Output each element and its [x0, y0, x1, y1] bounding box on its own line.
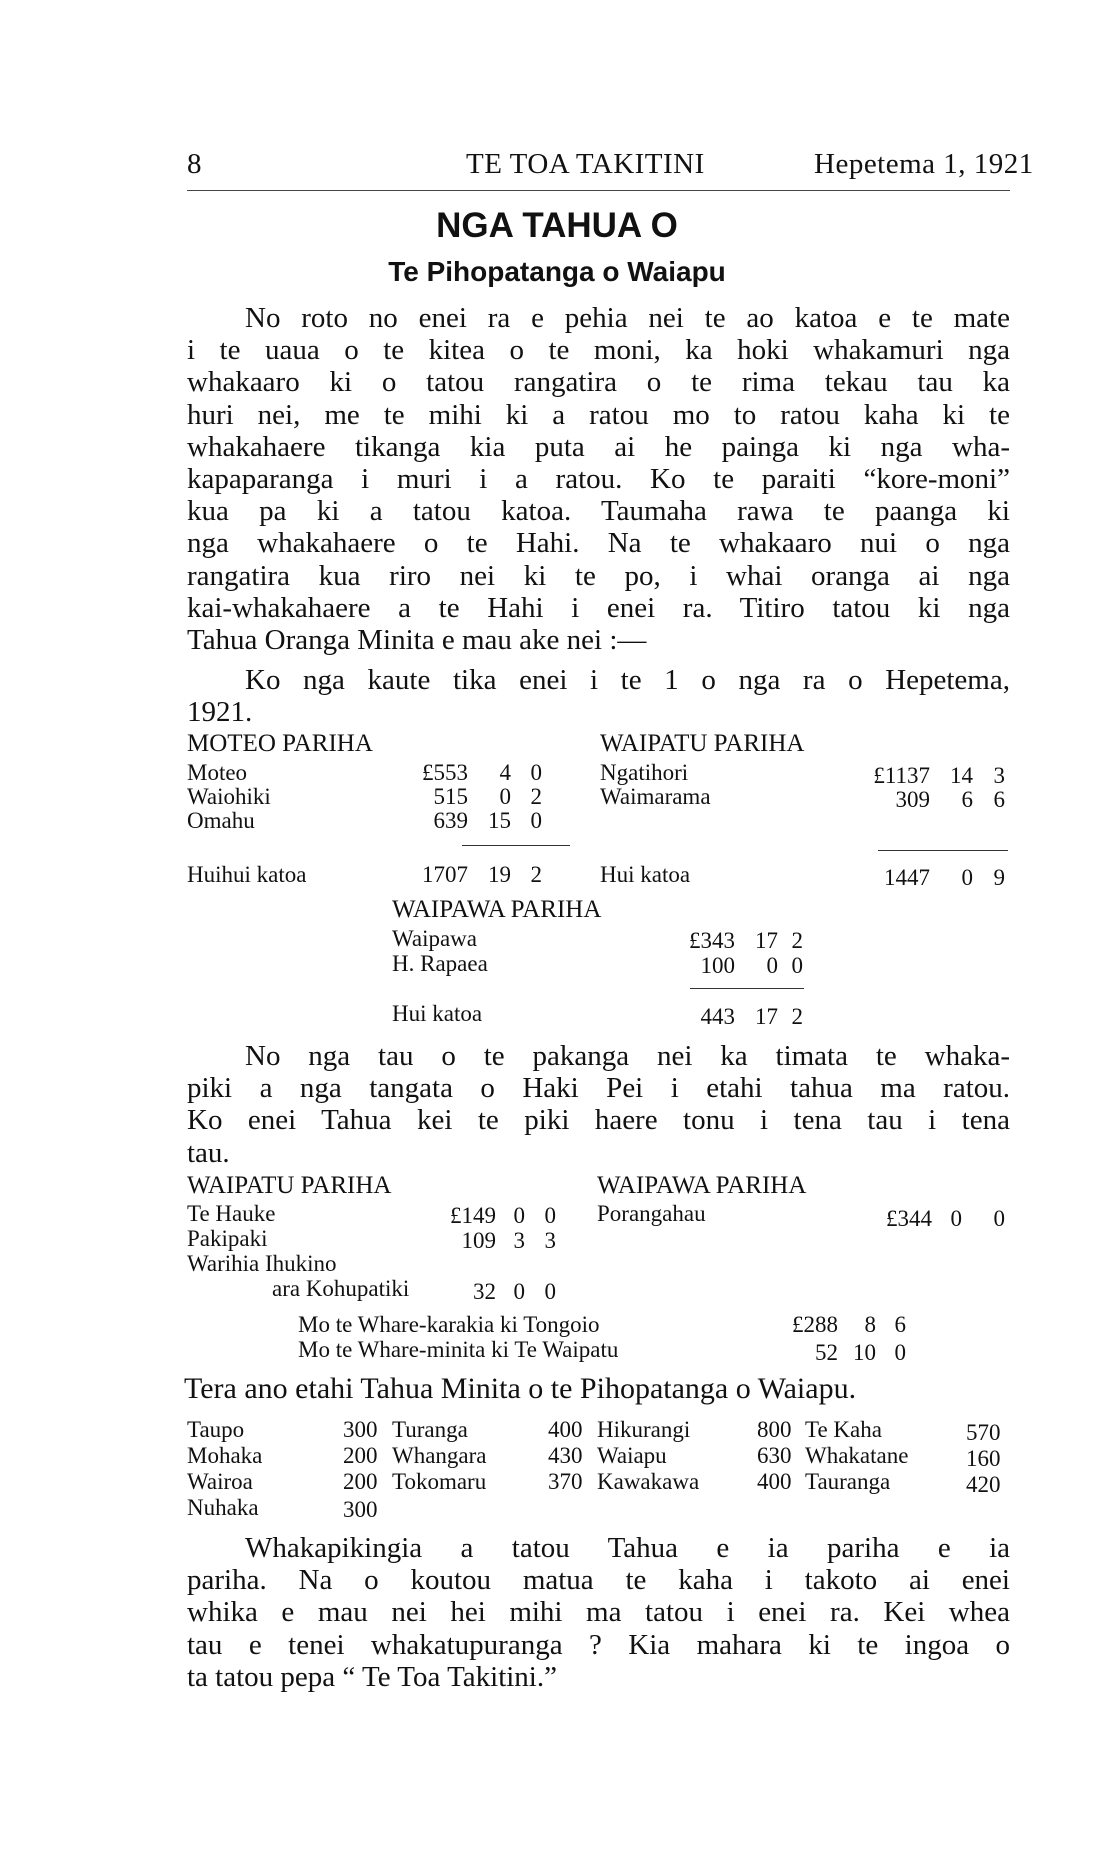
text-line: whakaaro ki o tatou rangatira o te rima tekau tau ka [187, 366, 1010, 399]
omahu-row-pence: 0 [530, 808, 542, 833]
text-line: Ko nga kaute tika enei i te 1 o nga ra o Hepetema, [245, 664, 1010, 696]
fund-amount: 570 [966, 1420, 1001, 1445]
pakipaki-row-name: Pakipaki [187, 1226, 268, 1251]
issue-date: Hepetema 1, 1921 [814, 148, 1034, 180]
waipawa-row-shillings: 17 [755, 928, 778, 953]
tehauke-row-pounds: £149 [450, 1203, 496, 1228]
porangahau-row-pence: 0 [993, 1206, 1005, 1231]
waimarama-row-pounds: 309 [895, 787, 930, 812]
moteo-row-shillings: 4 [499, 760, 511, 785]
waipatu2-heading: WAIPATU PARIHA [187, 1172, 392, 1199]
rapaea-row-pence: 0 [791, 953, 803, 978]
waimarama-row-pence: 6 [993, 787, 1005, 812]
fund-amount: 160 [966, 1446, 1001, 1471]
fund-name: Waiapu [597, 1443, 667, 1468]
fund-amount: 400 [548, 1417, 583, 1442]
waiohiki-row-pence: 2 [530, 784, 542, 809]
waipawa-heading: WAIPAWA PARIHA [392, 896, 602, 923]
waiohiki-row-pounds: 515 [433, 784, 468, 809]
waipawa-row-pence: 2 [791, 928, 803, 953]
fund-amount: 370 [548, 1469, 583, 1494]
fund-amount: 400 [757, 1469, 792, 1494]
waipatu-total-pounds: 1447 [884, 865, 930, 890]
ngatihori-row-shillings: 14 [950, 763, 973, 788]
text-line: No nga tau o te pakanga nei ka timata te whaka- [245, 1040, 1010, 1072]
text-line: rangatira kua riro nei ki te po, i whai oranga ai nga [187, 559, 1010, 592]
waipatu-house-shillings: 10 [853, 1340, 876, 1365]
text-line: 1921. [187, 696, 253, 729]
fund-name: Kawakawa [597, 1469, 700, 1494]
text-line: Whakapikingia a tatou Tahua e ia pariha e ia [245, 1532, 1010, 1564]
fund-name: Hikurangi [597, 1417, 691, 1442]
tehauke-row-shillings: 0 [513, 1203, 525, 1228]
fund-amount: 630 [757, 1443, 792, 1468]
fund-amount: 420 [966, 1472, 1001, 1497]
text-line: ta tatou pepa “ Te Toa Takitini.” [187, 1660, 557, 1693]
war-years-paragraph [187, 1040, 1010, 1169]
waipatu-total-shillings: 0 [961, 865, 973, 890]
waipatu-heading: WAIPATU PARIHA [600, 730, 805, 757]
header-rule [187, 190, 1010, 191]
fund-amount: 800 [757, 1417, 792, 1442]
moteo-row-name: Moteo [187, 760, 248, 785]
text-line: kua pa ki a tatou katoa. Taumaha rawa te paanga ki [187, 495, 1010, 528]
text-line: whika e mau nei hei mihi ma tatou i enei ra. Kei whea [187, 1596, 1010, 1629]
waipawa2-heading: WAIPAWA PARIHA [597, 1172, 807, 1199]
fund-name: Tokomaru [392, 1469, 487, 1494]
pakipaki-row-shillings: 3 [513, 1228, 525, 1253]
kohupatiki-row-pence: 0 [544, 1279, 556, 1304]
rapaea-row-pounds: 100 [700, 953, 735, 978]
waipatu-total-pence: 9 [993, 865, 1005, 890]
rapaea-row-name: H. Rapaea [392, 951, 488, 976]
text-line: tau. [187, 1136, 230, 1169]
tongoio-church-pence: 6 [894, 1312, 906, 1337]
moteo-heading: MOTEO PARIHA [187, 730, 373, 757]
fund-amount: 200 [343, 1469, 378, 1494]
ngatihori-row-pence: 3 [993, 763, 1005, 788]
other-funds-heading: Tera ano etahi Tahua Minita o te Pihopatanga o Waiapu. [184, 1372, 857, 1405]
pakipaki-row-pounds: 109 [461, 1228, 496, 1253]
waipatu-house-pounds: 52 [815, 1340, 838, 1365]
text-line: pariha. Na o koutou matua te kaha i takoto ai enei [187, 1564, 1010, 1597]
fund-amount: 300 [343, 1417, 378, 1442]
fund-amount: 430 [548, 1443, 583, 1468]
waipawa-total-shillings: 17 [755, 1004, 778, 1029]
page-subtitle: Te Pihopatanga o Waiapu [388, 256, 726, 287]
text-line: Tahua Oranga Minita e mau ake nei :— [187, 623, 647, 656]
omahu-row-pounds: 639 [433, 808, 468, 833]
page-title: NGA TAHUA O [436, 206, 678, 245]
waipawa-total-pence: 2 [791, 1004, 803, 1029]
omahu-row-shillings: 15 [488, 808, 511, 833]
page-number: 8 [187, 148, 202, 180]
porangahau-row-pounds: £344 [886, 1206, 932, 1231]
text-line: tau e tenei whakatupuranga ? Kia mahara ki te ingoa o [187, 1628, 1010, 1661]
fund-name: Te Kaha [805, 1417, 882, 1442]
fund-amount: 200 [343, 1443, 378, 1468]
fund-name: Taupo [187, 1417, 245, 1442]
kohupatiki-row-shillings: 0 [513, 1279, 525, 1304]
intro-paragraph [187, 302, 1010, 656]
moteo-sum-rule [462, 845, 570, 846]
fund-name: Wairoa [187, 1469, 253, 1494]
moteo-row-pence: 0 [530, 760, 542, 785]
porangahau-row-shillings: 0 [950, 1206, 962, 1231]
moteo-total-pounds: 1707 [422, 862, 468, 887]
fund-name: Mohaka [187, 1443, 263, 1468]
pakipaki-row-pence: 3 [544, 1228, 556, 1253]
moteo-total-pence: 2 [530, 862, 542, 887]
waiohiki-row-shillings: 0 [499, 784, 511, 809]
tehauke-row-name: Te Hauke [187, 1201, 276, 1226]
text-line: kai-whakahaere a te Hahi i enei ra. Titiro tatou ki nga [187, 591, 1010, 624]
text-line: nga whakahaere o te Hahi. Na te whakaaro nui o nga [187, 527, 1010, 560]
text-line: huri nei, me te mihi ki a ratou mo to ratou kaha ki te [187, 398, 1010, 431]
text-line: Ko enei Tahua kei te piki haere tonu i tena tau i tena [187, 1104, 1010, 1137]
fund-amount: 300 [343, 1497, 378, 1522]
tongoio-church-shillings: 8 [864, 1312, 876, 1337]
ngatihori-row-name: Ngatihori [600, 760, 689, 785]
waimarama-row-name: Waimarama [600, 784, 711, 809]
fund-name: Turanga [392, 1417, 468, 1442]
kohupatiki-row-name: ara Kohupatiki [272, 1276, 410, 1301]
waipatu-house-pence: 0 [894, 1340, 906, 1365]
warihia-row-name: Warihia Ihukino [187, 1251, 337, 1276]
text-line: i te uaua o te kitea o te moni, ka hoki whakamuri nga [187, 334, 1010, 367]
moteo-total-label: Huihui katoa [187, 862, 307, 887]
ngatihori-row-pounds: £1137 [873, 763, 930, 788]
fund-name: Whangara [392, 1443, 487, 1468]
tongoio-church-name: Mo te Whare-karakia ki Tongoio [298, 1312, 600, 1337]
journal-title: TE TOA TAKITINI [466, 148, 705, 180]
text-line: piki a nga tangata o Haki Pei i etahi tahua ma ratou. [187, 1072, 1010, 1105]
fund-name: Tauranga [805, 1469, 891, 1494]
waiohiki-row-name: Waiohiki [187, 784, 271, 809]
text-line: kapaparanga i muri i a ratou. Ko te paraiti “kore-moni” [187, 462, 1010, 495]
fund-name: Nuhaka [187, 1495, 259, 1520]
omahu-row-name: Omahu [187, 808, 255, 833]
waipawa-total-pounds: 443 [700, 1004, 735, 1029]
waipatu-house-name: Mo te Whare-minita ki Te Waipatu [298, 1337, 619, 1362]
waipawa-sum-rule [690, 988, 804, 989]
waipawa-row-pounds: £343 [689, 928, 735, 953]
porangahau-row-name: Porangahau [597, 1201, 706, 1226]
closing-paragraph [187, 1532, 1010, 1693]
tehauke-row-pence: 0 [544, 1203, 556, 1228]
waipatu-sum-rule [878, 850, 1008, 851]
moteo-total-shillings: 19 [488, 862, 511, 887]
waimarama-row-shillings: 6 [961, 787, 973, 812]
waipawa-row-name: Waipawa [392, 926, 477, 951]
accounts-intro-paragraph [187, 664, 1010, 728]
waipatu-total-label: Hui katoa [600, 862, 691, 887]
waipawa-total-label: Hui katoa [392, 1001, 483, 1026]
text-line: whakahaere tikanga kia puta ai he painga ki nga wha- [187, 430, 1010, 463]
rapaea-row-shillings: 0 [766, 953, 778, 978]
tongoio-church-pounds: £288 [792, 1312, 838, 1337]
moteo-row-pounds: £553 [422, 760, 468, 785]
text-line: No roto no enei ra e pehia nei te ao katoa e te mate [245, 302, 1010, 334]
kohupatiki-row-pounds: 32 [473, 1279, 496, 1304]
fund-name: Whakatane [805, 1443, 909, 1468]
